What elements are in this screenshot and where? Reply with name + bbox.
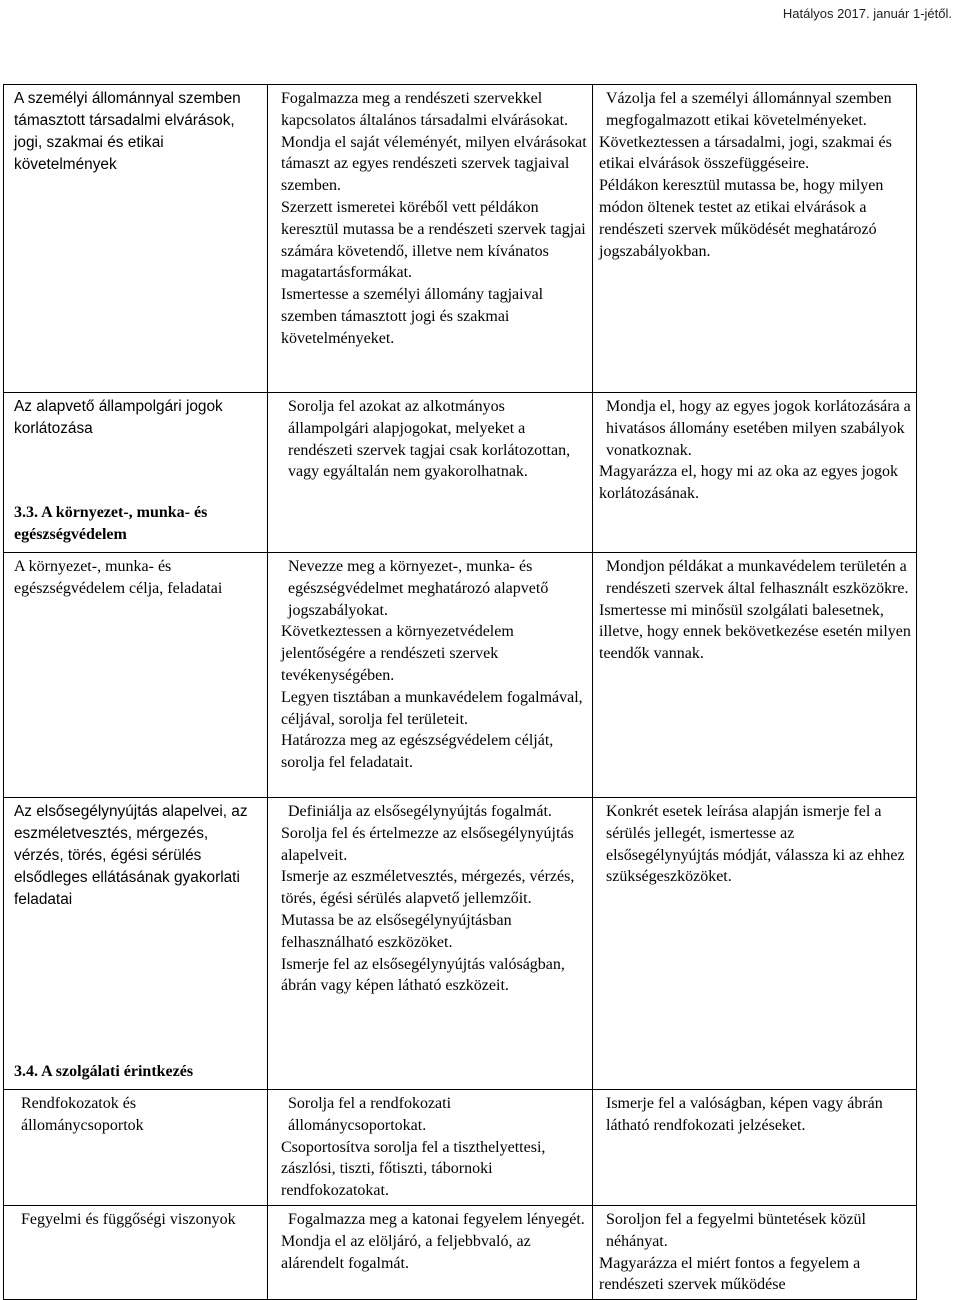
- table-row: [4, 393, 917, 553]
- advanced-requirement-cell: [593, 798, 917, 1090]
- requirement-text: Sorolja fel és értelmezze az elsősegélynyújtás alapelveit.: [281, 824, 574, 864]
- effective-date-header: Hatályos 2017. január 1-jétől.: [782, 6, 952, 21]
- requirement-cell: [268, 553, 593, 798]
- topic-cell: [4, 798, 268, 1090]
- advanced-text: Példákon keresztül mutassa be, hogy milyen módon öltenek testet az etikai elvárások a rendészeti szervek működését meghatározó jogszabályokban.: [599, 177, 884, 260]
- topic-text: Rendfokozatok és állománycsoportok: [21, 1095, 144, 1134]
- advanced-text: Mondjon példákat a munkavédelem területén a rendészeti szervek által felhasznált eszközökre.: [606, 558, 909, 597]
- table-row: [4, 85, 917, 393]
- requirement-text: Sorolja fel azokat az alkotmányos állampolgári alapjogokat, melyeket a rendészeti szervek tagjai csak korlátozottan, vagy egyáltalán nem gyakorolhatnak.: [288, 398, 571, 481]
- section-heading: 3.4. A szolgálati érintkezés: [14, 1063, 194, 1080]
- requirement-text: Nevezze meg a környezet-, munka- és egészségvédelmet meghatározó alapvető jogszabályokat.: [288, 558, 549, 619]
- topic-cell: [4, 1090, 268, 1206]
- advanced-text: Vázolja fel a személyi állománnyal szemben megfogalmazott etikai követelményeket.: [606, 90, 892, 129]
- advanced-requirement-cell: [593, 1090, 917, 1206]
- topic-text: A környezet-, munka- és egészségvédelem célja, feladatai: [14, 558, 223, 597]
- topic-text: Az alapvető állampolgári jogok korlátozása: [14, 398, 223, 437]
- advanced-text: Mondja el, hogy az egyes jogok korlátozására a hivatásos állomány esetében milyen szabályok vonatkoznak.: [606, 398, 911, 459]
- table-row: [4, 798, 917, 1090]
- requirement-text: Fogalmazza meg a katonai fegyelem lényegét.: [288, 1210, 585, 1228]
- requirement-cell: [268, 1090, 593, 1206]
- advanced-text: Következtessen a társadalmi, jogi, szakmai és etikai elvárások összefüggéseire.: [599, 133, 892, 173]
- requirement-text: Ismerje fel az elsősegélynyújtás valóságban, ábrán vagy képen látható eszközeit.: [281, 955, 565, 995]
- requirement-cell: [268, 85, 593, 393]
- topic-text: Az elsősegélynyújtás alapelvei, az eszméletvesztés, mérgezés, vérzés, törés, égési sérülés elsődleges ellátásának gyakorlati feladatai: [14, 803, 248, 908]
- requirement-text: Mondja el az elöljáró, a feljebbvaló, az alárendelt fogalmát.: [281, 1232, 531, 1272]
- topic-text: A személyi állománnyal szemben támasztott társadalmi elvárások, jogi, szakmai és etikai követelmények: [14, 90, 241, 173]
- advanced-requirement-cell: [593, 85, 917, 393]
- requirement-text: Ismerje az eszméletvesztés, mérgezés, vérzés, törés, égési sérülés alapvető jellemzőit.: [281, 868, 575, 908]
- requirement-text: Csoportosítva sorolja fel a tiszthelyettesi, zászlósi, tiszti, főtiszti, tábornoki rendfokozatokat.: [281, 1138, 546, 1200]
- requirement-text: Ismertesse a személyi állomány tagjaival szemben támasztott jogi és szakmai követelményeket.: [281, 286, 544, 347]
- topic-cell: [4, 1205, 268, 1299]
- advanced-requirement-cell: [593, 1205, 917, 1299]
- advanced-text: Magyarázza el, hogy mi az oka az egyes jogok korlátozásának.: [599, 463, 898, 503]
- table-row: [4, 1090, 917, 1206]
- requirement-text: Szerzett ismeretei köréből vett példákon keresztül mutassa be a rendészeti szervek tagjai számára követendő, illetve nem kívánatos magatartásformákat.: [281, 198, 586, 282]
- topic-cell: [4, 85, 268, 393]
- advanced-requirement-cell: [593, 393, 917, 553]
- requirement-text: Következtessen a környezetvédelem jelentőségére a rendészeti szervek tevékenységében.: [281, 623, 514, 684]
- requirement-text: Legyen tisztában a munkavédelem fogalmával, céljával, sorolja fel területeit.: [281, 688, 583, 728]
- requirement-text: Mutassa be az elsősegélynyújtásban felhasználható eszközöket.: [281, 911, 512, 951]
- requirement-cell: [268, 1205, 593, 1299]
- requirement-text: Definiálja az elsősegélynyújtás fogalmát.: [288, 803, 552, 820]
- requirement-text: Mondja el saját véleményét, milyen elvárásokat támaszt az egyes rendészeti szervek tagjaival szemben.: [281, 133, 587, 195]
- advanced-text: Konkrét esetek leírása alapján ismerje fel a sérülés jellegét, ismertesse az elsősegélynyújtás módját, válassza ki az ehhez szükségeszközöket.: [606, 803, 905, 886]
- section-heading: 3.3. A környezet-, munka- és egészségvédelem: [14, 504, 208, 543]
- topic-text: Fegyelmi és függőségi viszonyok: [21, 1210, 236, 1228]
- requirement-text: Határozza meg az egészségvédelem célját, sorolja fel feladatait.: [281, 732, 554, 772]
- requirement-text: Sorolja fel a rendfokozati állománycsoportokat.: [288, 1095, 452, 1134]
- requirements-table: [3, 84, 917, 1300]
- table-row: [4, 553, 917, 798]
- advanced-text: Ismerje fel a valóságban, képen vagy ábrán látható rendfokozati jelzéseket.: [606, 1095, 883, 1134]
- advanced-text: Magyarázza el miért fontos a fegyelem a rendészeti szervek működése: [599, 1254, 861, 1294]
- requirement-text: Fogalmazza meg a rendészeti szervekkel kapcsolatos általános társadalmi elvárásokat.: [281, 90, 569, 129]
- advanced-requirement-cell: [593, 553, 917, 798]
- advanced-text: Soroljon fel a fegyelmi büntetések közül néhányat.: [606, 1210, 866, 1250]
- requirement-cell: [268, 393, 593, 553]
- topic-cell: [4, 393, 268, 553]
- advanced-text: Ismertesse mi minősül szolgálati balesetnek, illetve, hogy ennek bekövetkezése esetén milyen teendők vannak.: [599, 601, 911, 663]
- topic-cell: [4, 553, 268, 798]
- table-row: [4, 1205, 917, 1299]
- requirement-cell: [268, 798, 593, 1090]
